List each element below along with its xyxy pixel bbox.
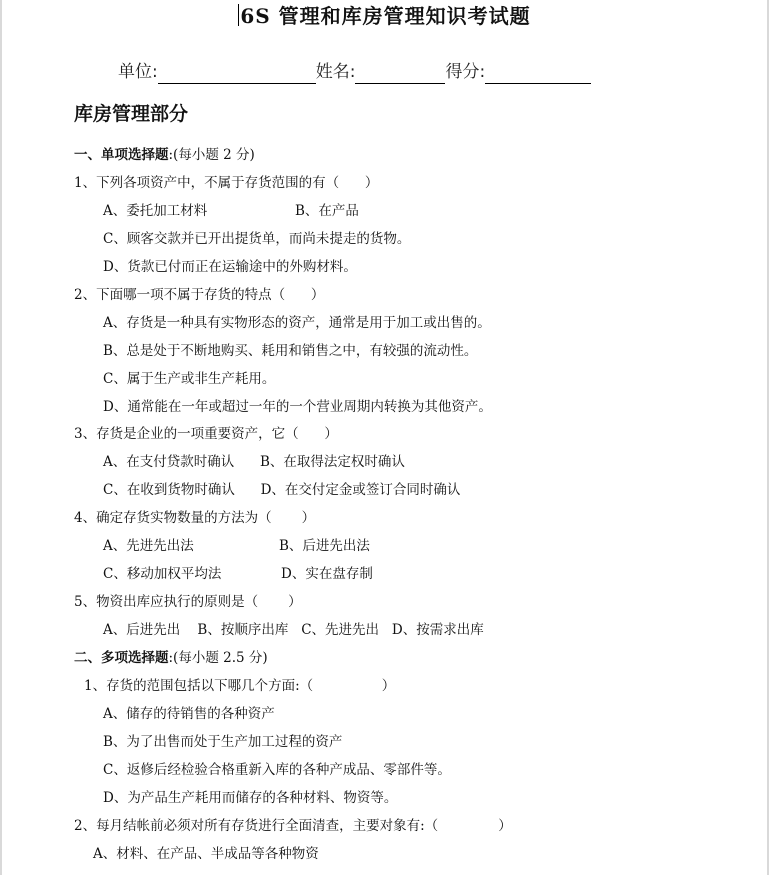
q2-stem: 2、下面哪一项不属于存货的特点（ ） xyxy=(74,287,325,303)
q4-option-b: B、后进先出法 xyxy=(279,538,370,554)
m1-option-d: D、为产品生产耗用而储存的各种材料、物资等。 xyxy=(103,790,398,806)
part1-heading-bold: 一、单项选择题 xyxy=(74,147,169,163)
m1-option-b: B、为了出售而处于生产加工过程的资产 xyxy=(103,734,343,750)
m1-option-a: A、储存的待销售的各种资产 xyxy=(103,706,275,722)
q2-option-b: B、总是处于不断地购买、耗用和销售之中，有较强的流动性。 xyxy=(103,343,478,359)
q1-option-d: D、货款已付而正在运输途中的外购材料。 xyxy=(103,259,357,275)
q3-options-row2: C、在收到货物时确认 D、在交付定金或签订合同时确认 xyxy=(103,482,461,498)
page-left-edge xyxy=(0,0,2,875)
name-label: 姓名: xyxy=(315,62,356,82)
part1-heading xyxy=(74,143,255,167)
q3-stem: 3、存货是企业的一项重要资产，它（ ） xyxy=(74,426,338,442)
q2-option-d: D、通常能在一年或超过一年的一个营业周期内转换为其他资产。 xyxy=(103,399,492,415)
q1-option-c: C、顾客交款并已开出提货单，而尚未提走的货物。 xyxy=(103,231,411,247)
document-title[interactable] xyxy=(0,2,769,30)
m2-stem: 2、每月结帐前必须对所有存货进行全面清查，主要对象有:（ ） xyxy=(74,818,512,834)
q3-options-row1: A、在支付贷款时确认 B、在取得法定权时确认 xyxy=(103,454,405,470)
q2-option-c: C、属于生产或非生产耗用。 xyxy=(103,371,276,387)
score-blank[interactable] xyxy=(485,64,591,84)
unit-label: 单位: xyxy=(118,62,158,82)
q1-option-b: B、在产品 xyxy=(295,203,359,219)
part1-note: :(每小题 2 分) xyxy=(168,147,255,163)
name-blank[interactable] xyxy=(355,64,445,84)
q4-option-d: D、实在盘存制 xyxy=(281,566,373,582)
score-label: 得分: xyxy=(445,62,486,82)
document-title-text: 6S 管理和库房管理知识考试题 xyxy=(240,4,531,28)
info-line xyxy=(118,60,591,84)
m2-option-a: A、材料、在产品、半成品等各种物资 xyxy=(93,846,319,862)
part2-heading xyxy=(74,646,268,670)
q5-stem: 5、物资出库应执行的原则是（ ） xyxy=(74,594,302,610)
m1-stem: 1、存货的范围包括以下哪几个方面:（ ） xyxy=(84,678,396,694)
q4-option-c: C、移动加权平均法 xyxy=(103,566,222,582)
m1-option-c: C、返修后经检验合格重新入库的各种产成品、零部件等。 xyxy=(103,762,451,778)
q1-option-a: A、委托加工材料 xyxy=(103,203,208,219)
q2-option-a: A、存货是一种具有实物形态的资产，通常是用于加工或出售的。 xyxy=(103,315,491,331)
q5-options-row1: A、后进先出 B、按顺序出库 C、先进先出 D、按需求出库 xyxy=(103,622,484,638)
unit-blank[interactable] xyxy=(158,64,316,84)
q4-option-a: A、先进先出法 xyxy=(103,538,194,554)
q1-stem: 1、下列各项资产中，不属于存货范围的有（ ） xyxy=(74,175,379,191)
part2-note: :(每小题 2.5 分) xyxy=(168,650,268,666)
section-title: 库房管理部分 xyxy=(74,103,189,125)
q4-stem: 4、确定存货实物数量的方法为（ ） xyxy=(74,510,316,526)
part2-heading-bold: 二、多项选择题 xyxy=(74,650,169,666)
